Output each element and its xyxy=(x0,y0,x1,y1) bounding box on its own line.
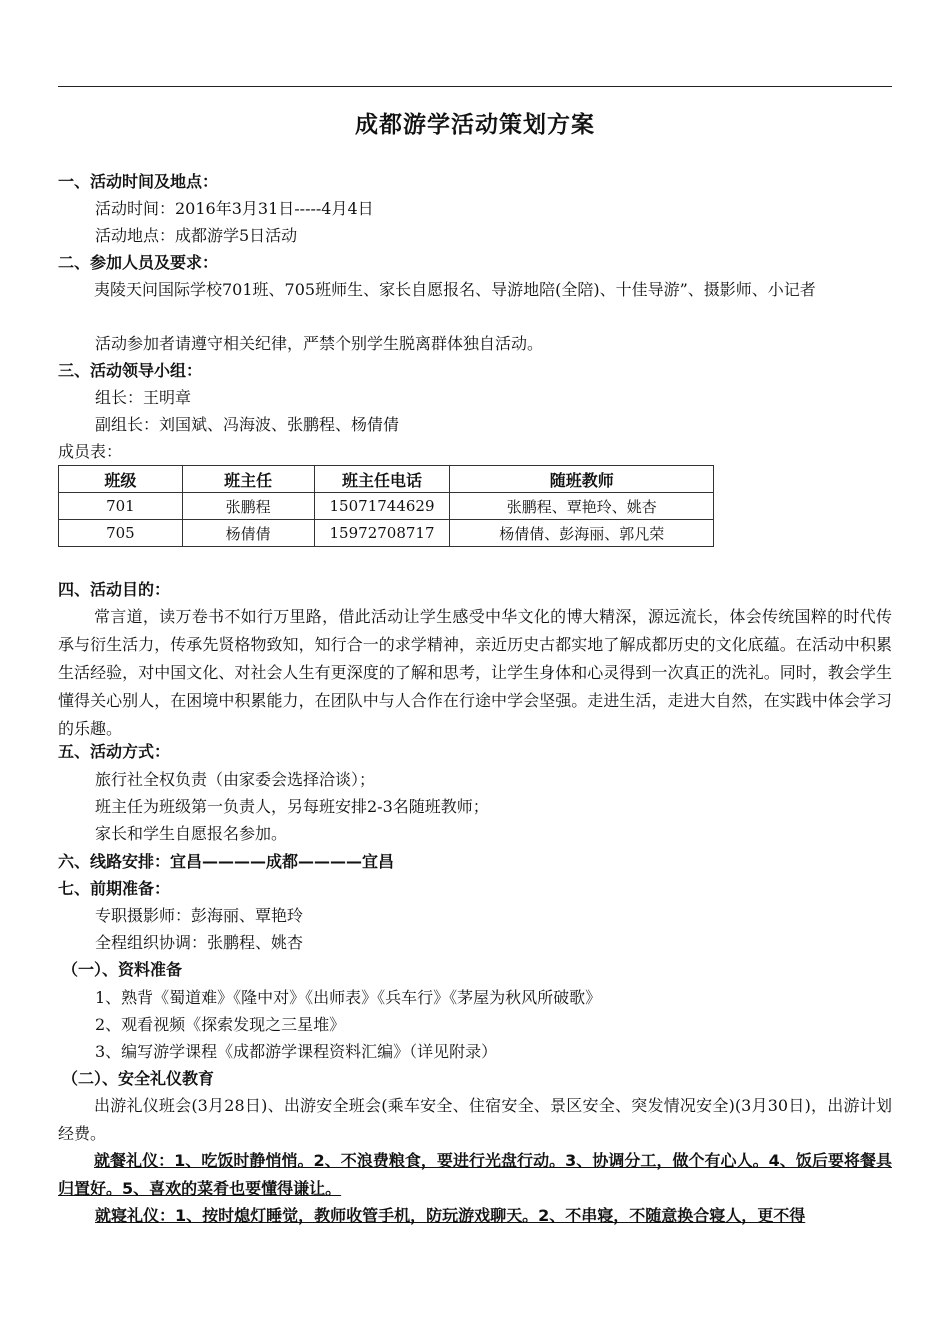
safety-meetings-text: 出游礼仪班会(3月28日)、出游安全班会(乘车安全、住宿安全、景区安全、突发情况安全)(3月30日)，出游计划经费。 xyxy=(58,1096,892,1143)
table-cell: 杨倩倩、彭海丽、郭凡荣 xyxy=(450,520,714,547)
document-title: 成都游学活动策划方案 xyxy=(355,112,595,138)
prep-item: 1、熟背《蜀道难》《隆中对》《出师表》《兵车行》《茅屋为秋风所破歌》 xyxy=(95,988,602,1007)
photographers: 专职摄影师：彭海丽、覃艳玲 xyxy=(95,906,304,925)
rules-text: 活动参加者请遵守相关纪律，严禁个别学生脱离群体独自活动。 xyxy=(95,334,544,353)
table-row xyxy=(59,493,714,520)
route-text: 宜昌————成都————宜昌 xyxy=(170,852,395,871)
method-item: 家长和学生自愿报名参加。 xyxy=(95,824,288,843)
column-header: 班主任 xyxy=(182,466,314,493)
method-item: 班主任为班级第一负责人，另每班安排2-3名随班教师； xyxy=(95,797,489,816)
table-cell: 705 xyxy=(59,520,183,547)
group-leader: 组长：王明章 xyxy=(95,388,192,407)
section5-heading: 五、活动方式： xyxy=(58,742,171,761)
deputy-leaders: 副组长：刘国斌、冯海波、张鹏程、杨倩倩 xyxy=(95,415,400,434)
section7-heading: 七、前期准备： xyxy=(58,879,171,898)
section3-heading: 三、活动领导小组： xyxy=(58,361,203,380)
members-label: 成员表： xyxy=(58,442,123,461)
table-row xyxy=(59,520,714,547)
subsection1-heading: （一）、资料准备 xyxy=(62,960,183,979)
section4-heading: 四、活动目的： xyxy=(58,580,171,599)
activity-place: 活动地点：成都游学5日活动 xyxy=(95,226,298,245)
table-header-row xyxy=(59,466,714,493)
table-cell: 张鹏程 xyxy=(182,493,314,520)
purpose-text: 常言道，读万卷书不如行万里路，借此活动让学生感受中华文化的博大精深，源远流长，体会传统国粹的时代传承与衍生活力，传承先贤格物致知，知行合一的求学精神，亲近历史古都实地了解成都历史的文化底蕴。在活动中积累生活经验，对中国文化、对社会人生有更深度的了解和思考，让学生身体和心灵得到一次真正的洗礼。同时，教会学生懂得关心别人，在困境中积累能力，在团队中与人合作在行途中学会坚强。走进生活，走进大自然，在实践中体会学习的乐趣。 xyxy=(58,607,892,738)
header-rule xyxy=(58,86,892,87)
column-header: 班级 xyxy=(59,466,183,493)
table-cell: 杨倩倩 xyxy=(182,520,314,547)
prep-item: 3、编写游学课程《成都游学课程资料汇编》（详见附录） xyxy=(95,1042,498,1061)
members-table xyxy=(58,465,714,547)
activity-time: 活动时间：2016年3月31日-----4月4日 xyxy=(95,199,374,218)
section1-heading: 一、活动时间及地点： xyxy=(58,172,219,191)
section2-heading: 二、参加人员及要求： xyxy=(58,253,219,272)
column-header: 班主任电话 xyxy=(314,466,450,493)
participants-text: 夷陵天问国际学校701班、705班师生、家长自愿报名、导游地陪(全陪)、十佳导游”、摄影师、小记者 xyxy=(94,280,816,299)
dining-etiquette-text: 就餐礼仪：1、吃饭时静悄悄。2、不浪费粮食，要进行光盘行动。3、协调分工，做个有心人。4、饭后要将餐具归置好。5、喜欢的菜肴也要懂得谦让。 xyxy=(58,1151,892,1198)
subsection2-heading: （二）、安全礼仪教育 xyxy=(62,1069,215,1088)
prep-item: 2、观看视频《探索发现之三星堆》 xyxy=(95,1015,346,1034)
table-cell: 张鹏程、覃艳玲、姚杏 xyxy=(450,493,714,520)
table-cell: 701 xyxy=(59,493,183,520)
coordinators: 全程组织协调：张鹏程、姚杏 xyxy=(95,933,304,952)
column-header: 随班教师 xyxy=(450,466,714,493)
route-label: 六、线路安排： xyxy=(58,852,171,871)
section6-heading xyxy=(58,852,394,872)
sleeping-etiquette-text: 就寝礼仪：1、按时熄灯睡觉，教师收管手机，防玩游戏聊天。2、不串寝，不随意换合寝人，更不得 xyxy=(95,1206,806,1225)
table-cell: 15071744629 xyxy=(314,493,450,520)
method-item: 旅行社全权负责（由家委会选择洽谈）； xyxy=(95,770,376,789)
table-cell: 15972708717 xyxy=(314,520,450,547)
